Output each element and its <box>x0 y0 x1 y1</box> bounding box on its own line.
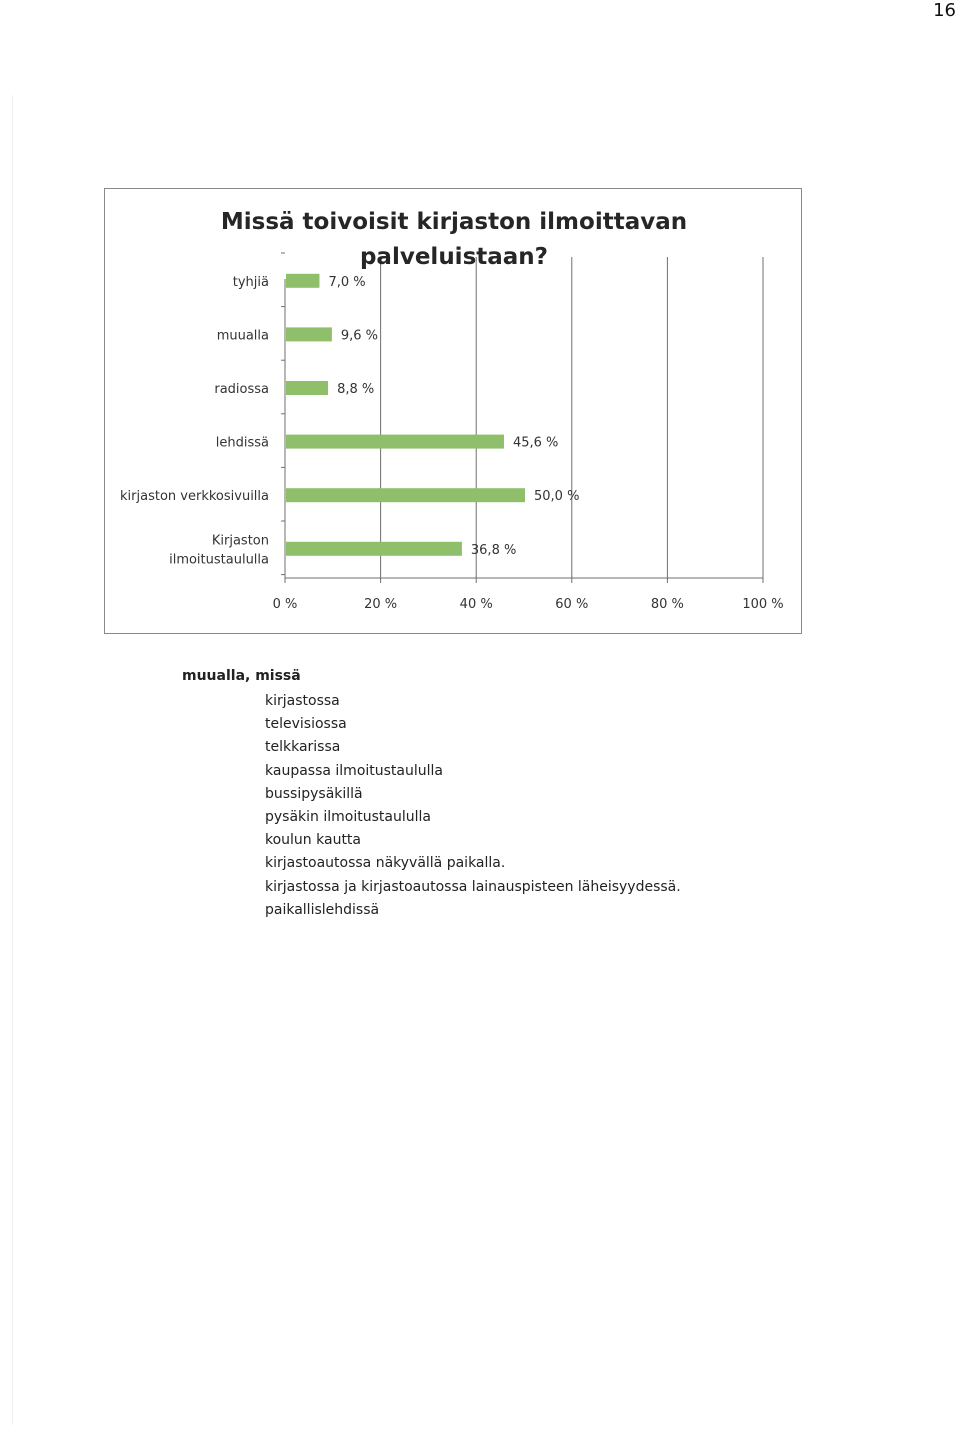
data-label-4: 50,0 % <box>534 489 580 505</box>
grid-layer <box>281 253 763 583</box>
x-tick-label-40: 40 % <box>459 597 493 612</box>
other-answers-heading: muualla, missä <box>182 668 301 684</box>
bar-2 <box>286 381 328 395</box>
data-label-3: 45,6 % <box>512 435 559 451</box>
bar-5 <box>286 542 462 556</box>
data-label-1: 9,6 % <box>340 328 379 344</box>
x-tick-label-80: 80 % <box>650 597 684 612</box>
category-label-5-line-0: Kirjaston <box>211 533 269 549</box>
chart-title-line2: palveluistaan? <box>359 244 549 270</box>
other-answer-item: kirjastossa ja kirjastoautossa lainauspisteen läheisyydessä. <box>265 878 681 895</box>
x-tick-label-20: 20 % <box>364 597 398 612</box>
other-answer-item: kaupassa ilmoitustaululla <box>265 762 443 779</box>
other-answer-item: kirjastossa <box>265 693 340 709</box>
bar-4 <box>286 488 525 502</box>
other-answer-item: telkkarissa <box>265 739 341 756</box>
other-answers-list <box>182 690 681 922</box>
category-label-2-line-0: radiossa <box>214 382 269 397</box>
chart-frame <box>104 188 802 634</box>
category-label-1-line-0: muualla <box>216 328 269 344</box>
data-label-2: 8,8 % <box>337 382 375 397</box>
category-label-3-line-0: lehdissä <box>215 435 269 451</box>
bar-3 <box>286 435 504 449</box>
bar-chart <box>105 189 803 635</box>
bar-1 <box>286 327 332 341</box>
other-answer-item: bussipysäkillä <box>265 785 363 802</box>
x-tick-label-0: 0 % <box>272 597 298 612</box>
page-number: 16 <box>933 0 956 21</box>
other-answer-item: kirjastoautossa näkyvällä paikalla. <box>265 855 506 872</box>
other-answer-item: paikallislehdissä <box>265 901 380 918</box>
bar-layer <box>286 274 525 556</box>
data-label-5: 36,8 % <box>470 542 517 558</box>
category-label-0-line-0: tyhjiä <box>232 274 269 290</box>
bar-0 <box>286 274 319 288</box>
other-answers-section <box>182 666 681 922</box>
x-tick-label-60: 60 % <box>555 597 589 612</box>
category-label-4-line-0: kirjaston verkkosivuilla <box>120 489 269 505</box>
category-label-5-line-1: ilmoitustaululla <box>169 552 269 568</box>
other-answer-item: pysäkin ilmoitustaululla <box>265 809 431 826</box>
scan-edge-line <box>12 95 13 1425</box>
data-label-0: 7,0 % <box>328 274 366 290</box>
other-answer-item: televisiossa <box>265 716 347 733</box>
chart-title-line1: Missä toivoisit kirjaston ilmoittavan <box>220 209 688 235</box>
other-answer-item: koulun kautta <box>265 832 362 849</box>
x-tick-label-100: 100 % <box>742 597 784 612</box>
